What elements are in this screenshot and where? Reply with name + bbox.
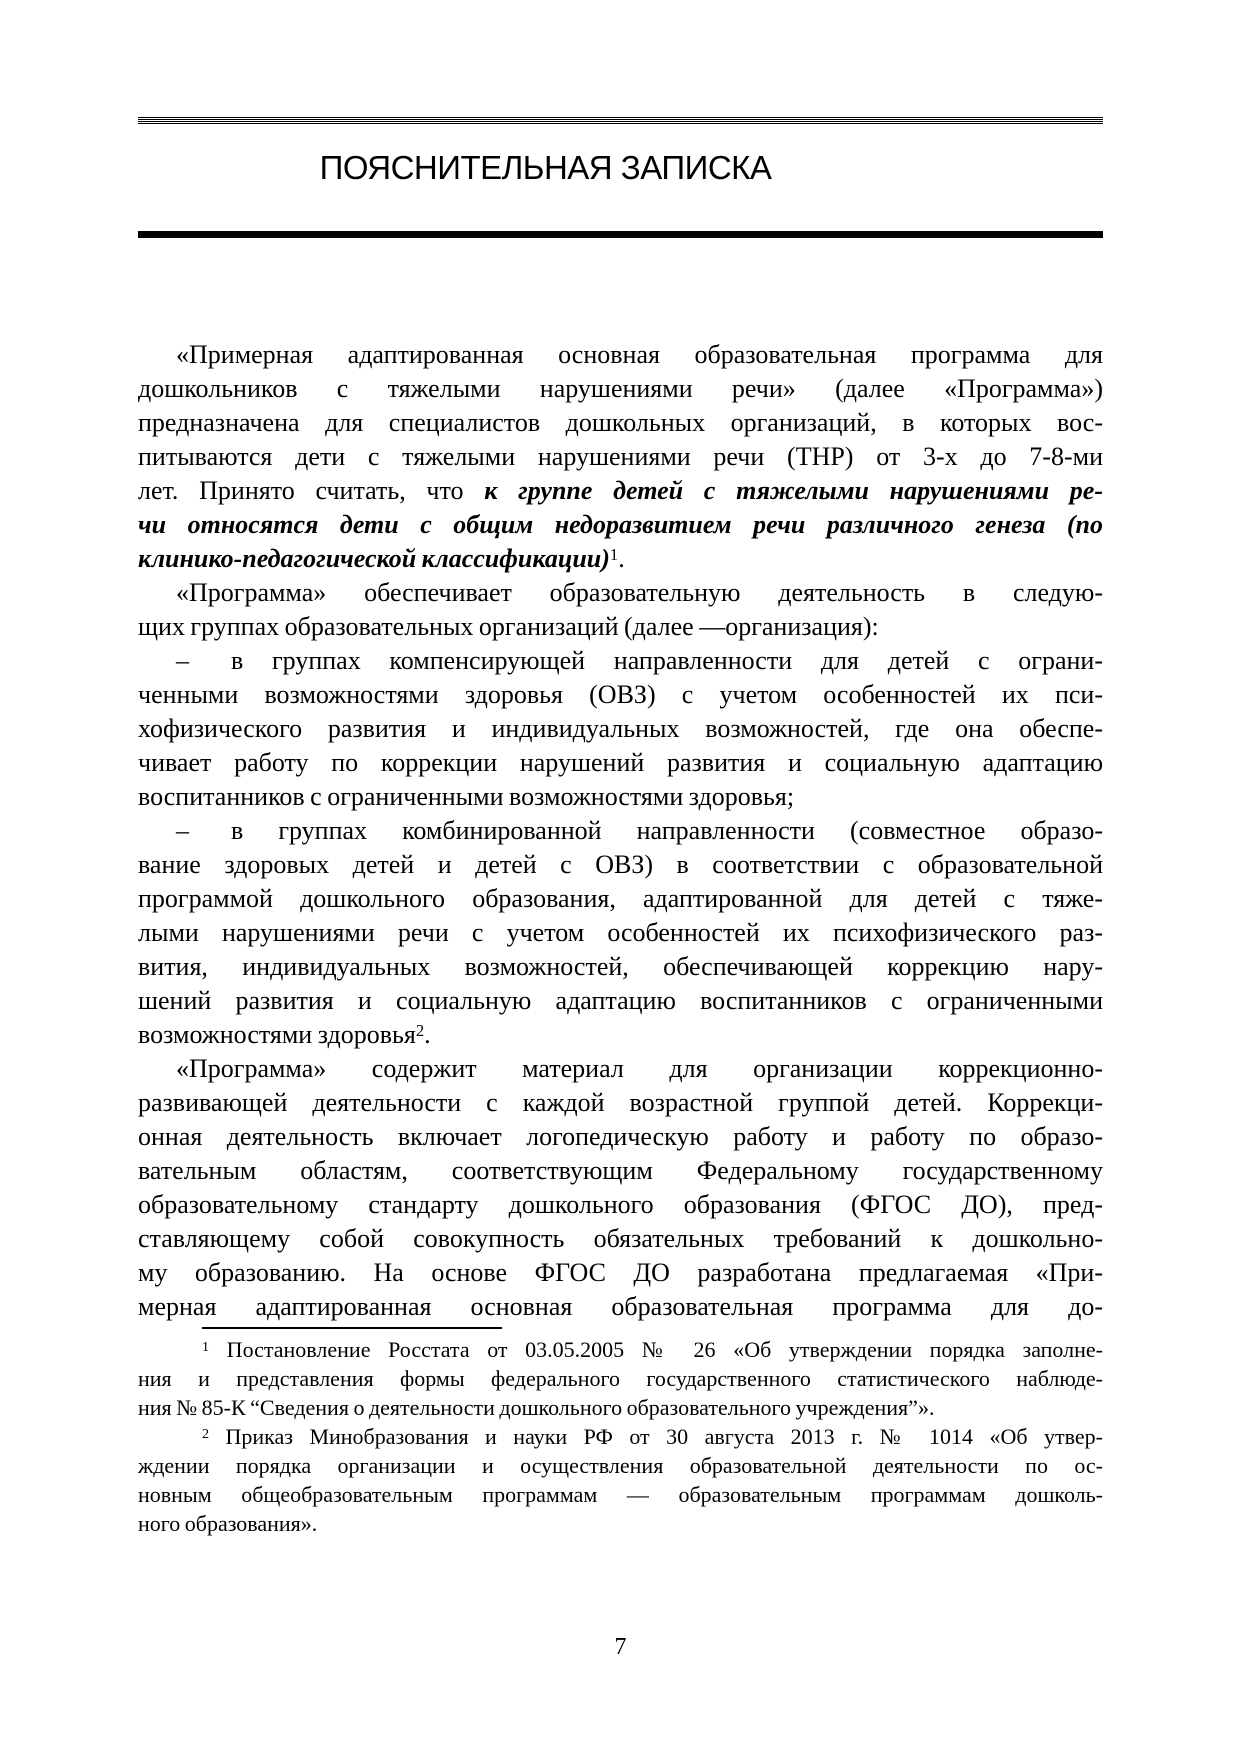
text-segment: программой дошкольного образования, адаптированной для детей с тяже- [138, 884, 1103, 913]
text-segment: мерная адаптированная основная образовательная программа для до- [138, 1292, 1103, 1321]
text-line [138, 338, 1103, 372]
footnote-ref: 1 [202, 1338, 210, 1355]
text-line [138, 474, 1103, 508]
text-segment: «Примерная адаптированная основная образовательная программа для [176, 340, 1103, 369]
page-number: 7 [614, 1634, 627, 1660]
text-segment: к группе детей с тяжелыми нарушениями ре- [484, 476, 1103, 505]
text-segment: ного образования». [138, 1511, 318, 1536]
footnote-ref: 1 [609, 544, 619, 564]
text-line [138, 440, 1103, 474]
text-segment: предназначена для специалистов дошкольных организаций, в которых вос- [138, 408, 1103, 437]
text-line [138, 984, 1103, 1018]
text-segment: ждении порядка организации и осуществления образовательной деятельности по ос- [138, 1453, 1103, 1478]
text-line [138, 848, 1103, 882]
text-segment: лет. Принято считать, что [138, 476, 485, 505]
text-line [138, 644, 1103, 678]
page-content [138, 117, 1103, 1538]
text-line [138, 1290, 1103, 1324]
text-segment: онная деятельность включает логопедическую работу и работу по образо- [138, 1122, 1103, 1151]
text-segment: ния № 85-К “Сведения о деятельности дошкольного образовательного учреждения”». [138, 1395, 935, 1420]
text-segment: му образованию. На основе ФГОС ДО разработана предлагаемая «При- [138, 1258, 1103, 1287]
text-line [138, 1422, 1103, 1451]
text-segment: «Программа» обеспечивает образовательную деятельность в следую- [176, 578, 1103, 607]
text-segment: – [176, 816, 189, 845]
text-line [138, 1086, 1103, 1120]
text-line [138, 1256, 1103, 1290]
text-segment: ставляющему собой совокупность обязательных требований к дошкольно- [138, 1224, 1103, 1253]
text-segment: чи относятся дети с общим недоразвитием речи различного генеза (по [138, 510, 1103, 539]
text-segment: . [618, 544, 625, 573]
text-segment: шений развития и социальную адаптацию воспитанников с ограниченными [138, 986, 1103, 1015]
text-segment: в группах комбинированной направленности (совместное образо- [231, 816, 1103, 845]
text-segment: Постановление Росстата от 03.05.2005 № 26 «Об утверждении порядка заполне- [209, 1337, 1103, 1362]
text-line [138, 678, 1103, 712]
text-line [138, 1120, 1103, 1154]
footnotes [138, 1335, 1103, 1538]
text-segment: вательным областям, соответствующим Федеральному государственному [138, 1156, 1103, 1185]
header-bottom-rule [138, 231, 1103, 238]
text-line [138, 1364, 1103, 1393]
text-segment: вития, индивидуальных возможностей, обеспечивающей коррекцию нару- [138, 952, 1103, 981]
text-line [138, 576, 1103, 610]
text-segment: «Программа» содержит материал для организации коррекционно- [176, 1054, 1103, 1083]
text-segment: развивающей деятельности с каждой возрастной группой детей. Коррекци- [138, 1088, 1103, 1117]
text-segment: вание здоровых детей и детей с ОВЗ) в соответствии с образовательной [138, 850, 1103, 879]
text-segment: хофизического развития и индивидуальных возможностей, где она обеспе- [138, 714, 1103, 743]
text-line [138, 1154, 1103, 1188]
text-line [138, 916, 1103, 950]
text-segment: воспитанников с ограниченными возможностями здоровья; [138, 782, 795, 811]
text-line [138, 1052, 1103, 1086]
text-line [138, 950, 1103, 984]
text-segment: дошкольников с тяжелыми нарушениями речи» (далее «Программа») [138, 374, 1103, 403]
text-line [138, 746, 1103, 780]
text-line [138, 610, 1103, 644]
text-line [138, 1509, 1103, 1538]
text-segment: – [176, 646, 189, 675]
text-line [138, 508, 1103, 542]
text-line [138, 406, 1103, 440]
text-line [138, 1393, 1103, 1422]
text-segment: . [424, 1020, 431, 1049]
body-text [138, 338, 1103, 1324]
text-segment: лыми нарушениями речи с учетом особенностей их психофизического раз- [138, 918, 1103, 947]
text-line [138, 542, 1103, 576]
text-line [138, 1451, 1103, 1480]
text-segment: ния и представления формы федерального государственного статистического наблюде- [138, 1366, 1103, 1391]
text-line [138, 372, 1103, 406]
footnote-ref: 2 [415, 1020, 425, 1040]
header-top-rule [138, 117, 1103, 124]
text-line [138, 1480, 1103, 1509]
footnote-separator [202, 1327, 502, 1329]
text-line [138, 814, 1103, 848]
text-line [138, 1018, 1103, 1052]
footnote-ref: 2 [202, 1425, 210, 1442]
text-line [138, 1222, 1103, 1256]
text-segment: питываются дети с тяжелыми нарушениями речи (ТНР) от 3-х до 7-8-ми [138, 442, 1103, 471]
text-segment: щих группах образовательных организаций (далее —организация): [138, 612, 879, 641]
text-segment: ченными возможностями здоровья (ОВЗ) с учетом особенностей их пси- [138, 680, 1103, 709]
text-segment: образовательному стандарту дошкольного образования (ФГОС ДО), пред- [138, 1190, 1103, 1219]
text-segment: новным общеобразовательным программам — образовательным программам дошколь- [138, 1482, 1103, 1507]
text-line [138, 712, 1103, 746]
text-segment: возможностями здоровья [138, 1020, 416, 1049]
text-line [138, 780, 1103, 814]
text-segment: в группах компенсирующей направленности для детей с ограни- [231, 646, 1103, 675]
text-segment: клинико-педагогической классификации) [138, 544, 610, 573]
text-segment: Приказ Минобразования и науки РФ от 30 августа 2013 г. № 1014 «Об утвер- [209, 1424, 1103, 1449]
text-line [138, 882, 1103, 916]
page-title: ПОЯСНИТЕЛЬНАЯ ЗАПИСКА [319, 149, 772, 186]
text-segment: чивает работу по коррекции нарушений развития и социальную адаптацию [138, 748, 1103, 777]
text-line [138, 1335, 1103, 1364]
text-line [138, 1188, 1103, 1222]
